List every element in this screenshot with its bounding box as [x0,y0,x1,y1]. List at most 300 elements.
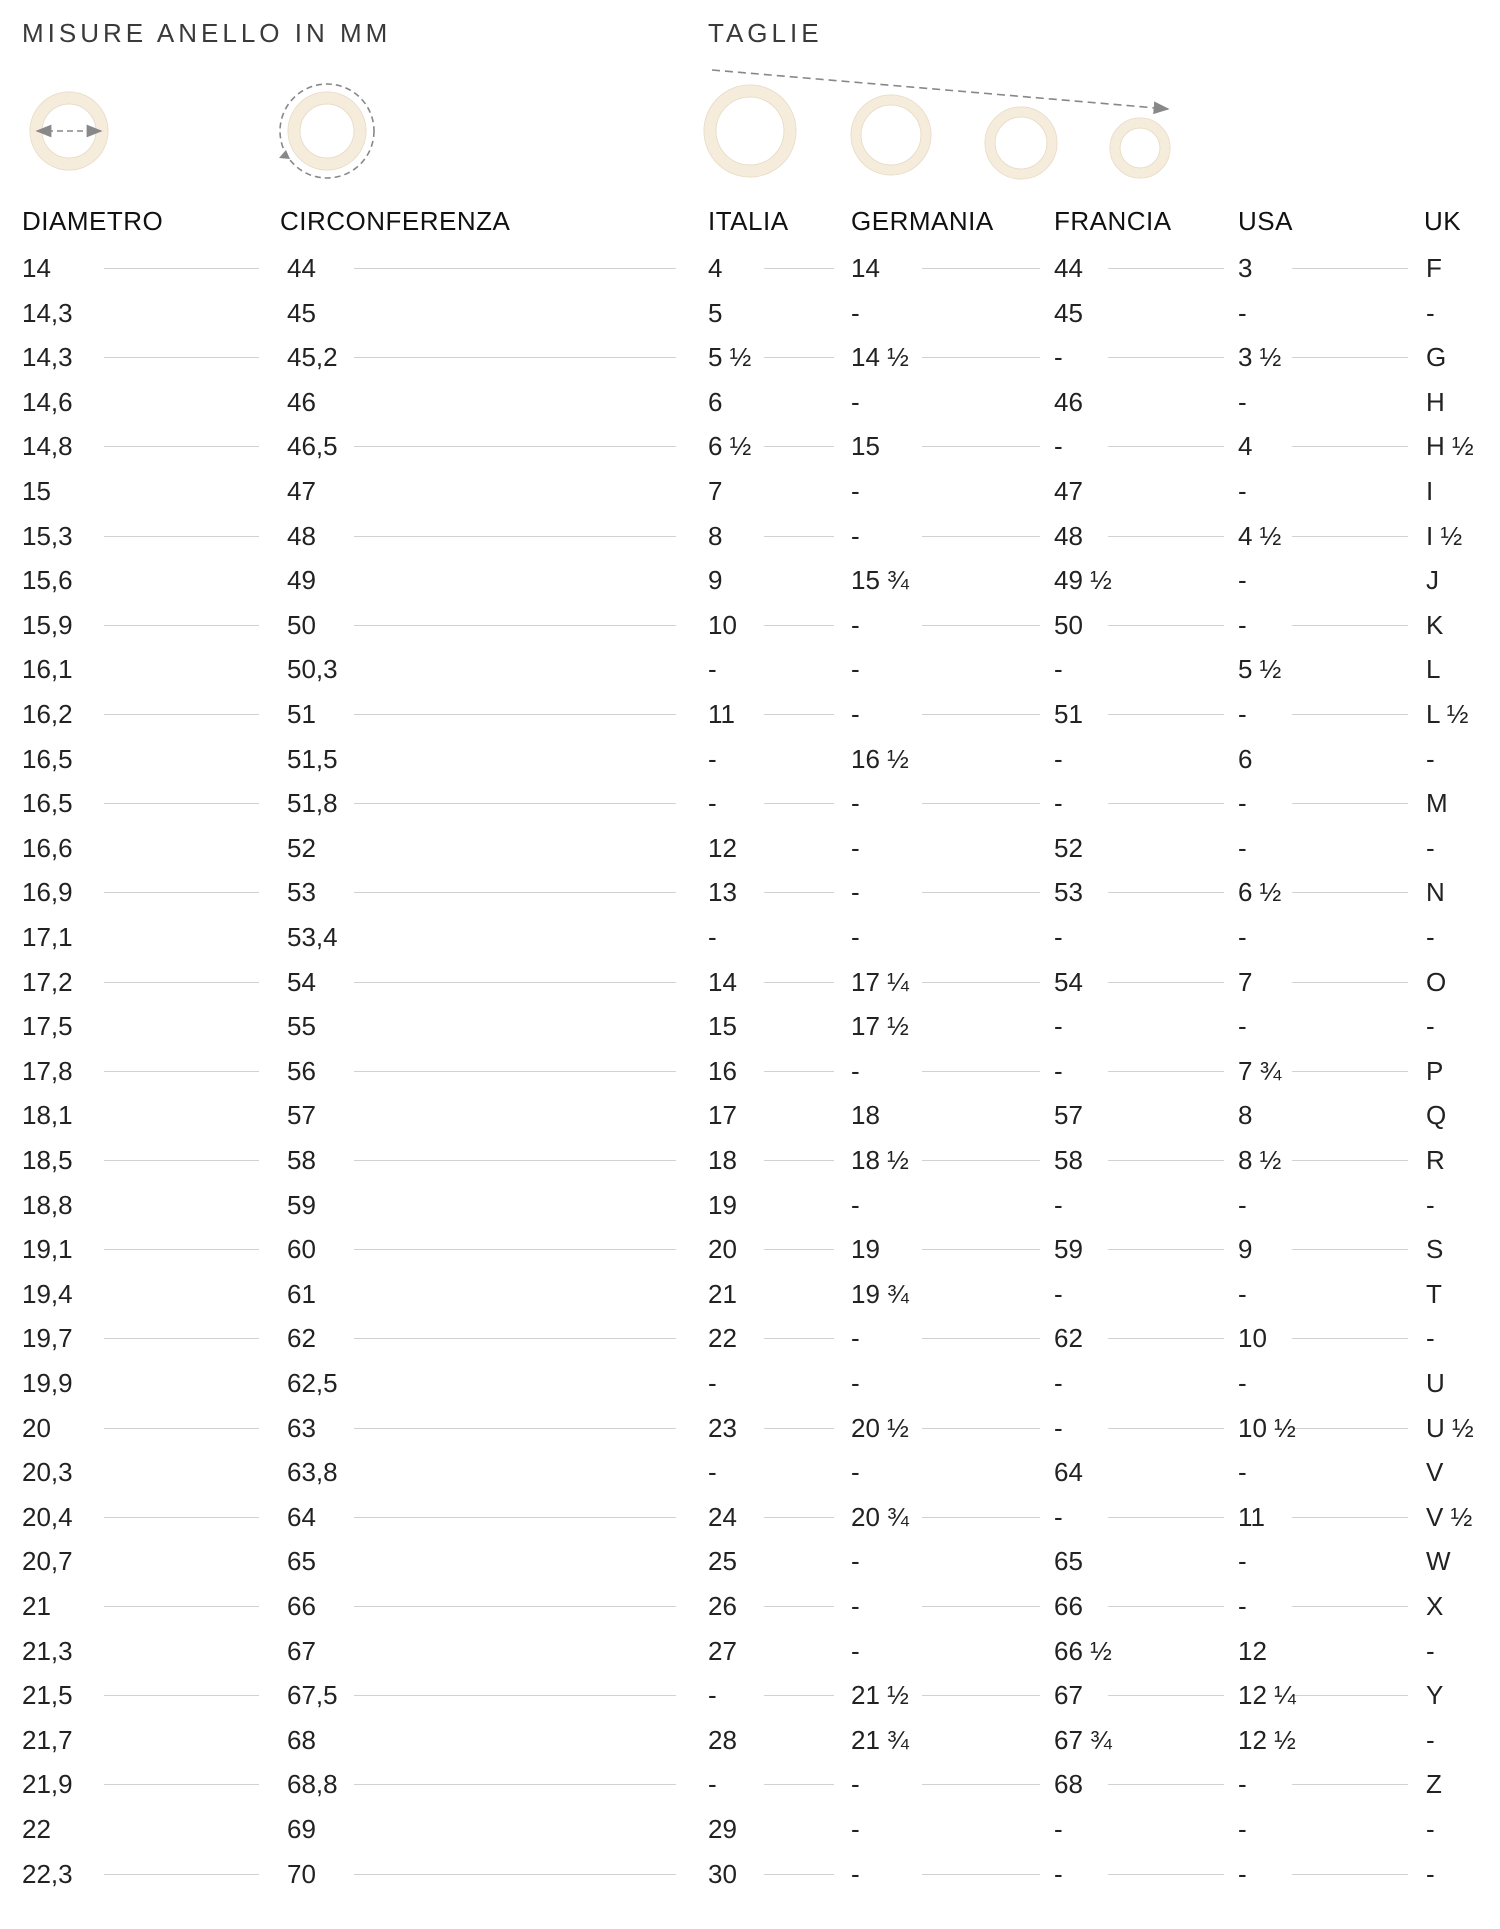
header-germania: GERMANIA [851,206,994,236]
cell-italia: - [708,1457,717,1488]
cell-diametro: 15 [22,476,51,506]
row-guide-line [1292,892,1408,893]
cell-uk: - [1426,297,1435,328]
row-guide-line [1108,892,1224,893]
cell-usa: 12 ¼ [1238,1680,1296,1711]
table-row [0,870,1500,915]
cell-germania: 18 ½ [851,1145,909,1175]
cell-circonferenza: 67,5 [287,1680,338,1711]
table-row [0,960,1500,1005]
cell-germania: - [851,699,860,729]
cell-italia: - [708,1368,717,1398]
cell-diametro: 21,3 [22,1635,73,1666]
cell-usa: 7 ¾ [1238,1055,1282,1086]
row-guide-line [1292,1784,1408,1785]
cell-usa: 8 [1238,1100,1253,1131]
cell-francia: - [1054,1368,1063,1398]
cell-usa: - [1238,1457,1247,1488]
cell-diametro: 17,2 [22,966,73,997]
cell-germania: - [851,1591,860,1621]
cell-italia: 6 ½ [708,431,752,462]
row-guide-line [1108,625,1224,626]
row-guide-line [922,714,1040,715]
cell-francia: - [1054,1814,1063,1844]
cell-circonferenza: 52 [287,832,316,863]
row-guide-line [764,1874,834,1875]
cell-germania: - [851,386,860,417]
row-guide-line [354,1249,676,1250]
row-guide-line [1292,357,1408,358]
cell-uk: M [1426,788,1448,819]
row-guide-line [354,1784,676,1785]
cell-italia: 9 [708,565,723,596]
cell-francia: 67 [1054,1680,1083,1711]
row-guide-line [1292,982,1408,983]
cell-italia: 5 ½ [708,342,752,373]
cell-usa: - [1238,922,1247,952]
row-guide-line [104,357,259,358]
row-guide-line [1108,357,1224,358]
table-row [0,1227,1500,1272]
cell-uk: - [1426,1858,1435,1889]
cell-uk: P [1426,1055,1444,1086]
row-guide-line [1292,1249,1408,1250]
row-guide-line [1108,803,1224,804]
row-guide-line [354,1428,676,1429]
table-row [0,1406,1500,1451]
row-guide-line [1108,1071,1224,1072]
row-guide-line [354,1695,676,1696]
cell-diametro: 16,6 [22,832,73,863]
ring-size-icon-smallest [1110,118,1170,178]
cell-francia: - [1054,743,1063,774]
row-guide-line [922,1160,1040,1161]
table-row [0,1807,1500,1852]
cell-italia: 4 [708,253,723,283]
cell-italia: 5 [708,297,723,328]
cell-circonferenza: 46,5 [287,431,338,462]
header-circonferenza: CIRCONFERENZA [280,206,511,236]
row-guide-line [922,446,1040,447]
cell-francia: 58 [1054,1145,1083,1175]
cell-usa: 12 ½ [1238,1724,1296,1755]
cell-germania: - [851,476,860,506]
row-guide-line [1108,1249,1224,1250]
row-guide-line [104,268,259,269]
cell-germania: 15 [851,431,880,462]
cell-uk: N [1426,877,1445,908]
cell-usa: - [1238,297,1247,328]
cell-diametro: 14,6 [22,386,73,417]
cell-uk: U ½ [1426,1412,1474,1443]
table-row [0,558,1500,603]
cell-diametro: 18,8 [22,1189,73,1220]
cell-germania: - [851,520,860,551]
header-uk: UK [1424,206,1462,236]
cell-uk: - [1426,1323,1435,1354]
cell-uk: H ½ [1426,431,1474,462]
cell-italia: 6 [708,386,723,417]
cell-diametro: 22 [22,1814,51,1844]
cell-circonferenza: 69 [287,1814,316,1844]
cell-circonferenza: 46 [287,386,316,417]
row-guide-line [104,625,259,626]
cell-circonferenza: 60 [287,1234,316,1265]
cell-usa: 11 [1238,1501,1265,1532]
cell-usa: - [1238,1278,1247,1309]
cell-francia: 59 [1054,1234,1083,1265]
cell-francia: 62 [1054,1323,1083,1354]
cell-diametro: 16,2 [22,699,73,729]
cell-circonferenza: 51,8 [287,788,338,819]
cell-uk: - [1426,1011,1435,1042]
row-guide-line [764,892,834,893]
table-row [0,1316,1500,1361]
cell-usa: - [1238,386,1247,417]
table-row [0,424,1500,469]
row-guide-line [922,625,1040,626]
cell-circonferenza: 63 [287,1412,316,1443]
row-guide-line [922,268,1040,269]
table-row [0,380,1500,425]
cell-circonferenza: 66 [287,1591,316,1621]
row-guide-line [922,892,1040,893]
row-guide-line [354,1517,676,1518]
ring-size-icon-small [985,107,1057,179]
cell-diametro: 14,8 [22,431,73,462]
cell-uk: Q [1426,1100,1447,1131]
table-row [0,1584,1500,1629]
cell-circonferenza: 61 [287,1278,316,1309]
row-guide-line [104,1428,259,1429]
row-guide-line [764,1160,834,1161]
cell-diametro: 17,8 [22,1055,73,1086]
cell-usa: 4 [1238,431,1253,462]
cell-circonferenza: 50,3 [287,654,338,685]
cell-usa: - [1238,788,1247,819]
cell-circonferenza: 51,5 [287,743,338,774]
cell-uk: - [1426,1635,1435,1666]
cell-diametro: 17,1 [22,922,73,952]
ring-circumference-icon [279,84,374,178]
row-guide-line [922,1517,1040,1518]
cell-uk: J [1426,565,1439,596]
cell-uk: - [1426,922,1435,952]
table-row [0,1450,1500,1495]
row-guide-line [1292,1874,1408,1875]
table-row [0,335,1500,380]
cell-francia: 54 [1054,966,1083,997]
row-guide-line [1108,1874,1224,1875]
row-guide-line [354,268,676,269]
cell-francia: 66 ½ [1054,1635,1112,1666]
cell-francia: 68 [1054,1769,1083,1800]
row-guide-line [922,1071,1040,1072]
table-row [0,246,1500,291]
cell-francia: - [1054,788,1063,819]
row-guide-line [104,1874,259,1875]
cell-italia: 30 [708,1858,737,1889]
row-guide-line [1108,1695,1224,1696]
row-guide-line [354,803,676,804]
cell-germania: 14 ½ [851,342,909,373]
cell-circonferenza: 62,5 [287,1368,338,1398]
cell-germania: - [851,1769,860,1800]
row-guide-line [1292,714,1408,715]
cell-circonferenza: 70 [287,1858,316,1889]
cell-diametro: 21,7 [22,1724,73,1755]
cell-circonferenza: 62 [287,1323,316,1354]
cell-francia: - [1054,1858,1063,1889]
cell-usa: 6 [1238,743,1253,774]
cell-italia: - [708,788,717,819]
cell-germania: 18 [851,1100,880,1131]
cell-usa: 4 ½ [1238,520,1282,551]
row-guide-line [922,982,1040,983]
cell-germania: 19 ¾ [851,1278,909,1309]
cell-uk: I ½ [1426,520,1463,551]
cell-germania: 19 [851,1234,880,1265]
cell-circonferenza: 44 [287,253,316,283]
row-guide-line [1108,1428,1224,1429]
cell-usa: - [1238,476,1247,506]
row-guide-line [764,1606,834,1607]
row-guide-line [104,1606,259,1607]
cell-germania: - [851,609,860,640]
cell-uk: T [1426,1278,1442,1309]
table-row [0,1539,1500,1584]
row-guide-line [764,357,834,358]
table-row [0,737,1500,782]
cell-germania: - [851,1189,860,1220]
cell-usa: - [1238,1769,1247,1800]
cell-diametro: 16,5 [22,743,73,774]
cell-usa: 10 ½ [1238,1412,1296,1443]
cell-uk: L ½ [1426,699,1469,729]
table-row [0,1138,1500,1183]
ring-diameter-icon [30,92,108,170]
row-guide-line [1292,1071,1408,1072]
row-guide-line [354,1071,676,1072]
section-title-taglie: TAGLIE [708,18,823,48]
cell-italia: 8 [708,520,723,551]
row-guide-line [922,803,1040,804]
row-guide-line [104,1338,259,1339]
cell-germania: - [851,877,860,908]
cell-circonferenza: 48 [287,520,316,551]
cell-italia: 23 [708,1412,737,1443]
row-guide-line [104,536,259,537]
cell-diametro: 20,4 [22,1501,73,1532]
cell-germania: - [851,1055,860,1086]
cell-circonferenza: 57 [287,1100,316,1131]
cell-germania: - [851,1546,860,1577]
table-row [0,1361,1500,1406]
cell-germania: - [851,1457,860,1488]
row-guide-line [354,1160,676,1161]
cell-uk: - [1426,1189,1435,1220]
cell-uk: K [1426,609,1444,640]
row-guide-line [1108,982,1224,983]
row-guide-line [1292,1695,1408,1696]
cell-usa: - [1238,565,1247,596]
row-guide-line [104,446,259,447]
cell-circonferenza: 63,8 [287,1457,338,1488]
row-guide-line [922,1428,1040,1429]
cell-usa: 12 [1238,1635,1267,1666]
cell-francia: - [1054,1189,1063,1220]
table-row [0,291,1500,336]
cell-francia: - [1054,1055,1063,1086]
cell-circonferenza: 54 [287,966,316,997]
row-guide-line [104,1695,259,1696]
row-guide-line [354,714,676,715]
row-guide-line [354,625,676,626]
cell-circonferenza: 65 [287,1546,316,1577]
cell-diametro: 14,3 [22,342,73,373]
cell-francia: 49 ½ [1054,565,1112,596]
cell-usa: 8 ½ [1238,1145,1282,1175]
table-row [0,692,1500,737]
row-guide-line [104,892,259,893]
row-guide-line [922,1695,1040,1696]
cell-diametro: 20 [22,1412,51,1443]
cell-francia: 53 [1054,877,1083,908]
cell-italia: - [708,1769,717,1800]
table-row [0,1272,1500,1317]
cell-usa: - [1238,1858,1247,1889]
row-guide-line [104,1517,259,1518]
row-guide-line [764,1249,834,1250]
cell-uk: - [1426,1724,1435,1755]
cell-diametro: 14,3 [22,297,73,328]
cell-circonferenza: 45 [287,297,316,328]
cell-diametro: 14 [22,253,51,283]
row-guide-line [1292,1428,1408,1429]
cell-diametro: 17,5 [22,1011,73,1042]
cell-italia: 16 [708,1055,737,1086]
row-guide-line [1108,1606,1224,1607]
cell-italia: 18 [708,1145,737,1175]
cell-circonferenza: 56 [287,1055,316,1086]
cell-germania: - [851,1858,860,1889]
row-guide-line [1292,536,1408,537]
cell-italia: 22 [708,1323,737,1354]
row-guide-line [922,1784,1040,1785]
cell-usa: 5 ½ [1238,654,1282,685]
cell-uk: R [1426,1145,1445,1175]
table-row [0,1183,1500,1228]
cell-usa: - [1238,699,1247,729]
cell-germania: - [851,922,860,952]
cell-diametro: 21,9 [22,1769,73,1800]
cell-diametro: 21,5 [22,1680,73,1711]
table-row [0,647,1500,692]
row-guide-line [764,714,834,715]
table-row [0,1762,1500,1807]
cell-francia: 50 [1054,609,1083,640]
cell-usa: - [1238,609,1247,640]
row-guide-line [104,1249,259,1250]
table-row [0,1852,1500,1897]
cell-diametro: 20,7 [22,1546,73,1577]
row-guide-line [764,1428,834,1429]
cell-diametro: 19,9 [22,1368,73,1398]
cell-uk: G [1426,342,1447,373]
row-guide-line [354,536,676,537]
row-guide-line [104,803,259,804]
cell-uk: I [1426,476,1434,506]
row-guide-line [354,357,676,358]
row-guide-line [922,357,1040,358]
cell-francia: 57 [1054,1100,1083,1131]
row-guide-line [104,714,259,715]
cell-germania: 15 ¾ [851,565,909,596]
table-row [0,1629,1500,1674]
table-row [0,1495,1500,1540]
cell-germania: - [851,832,860,863]
row-guide-line [1108,1784,1224,1785]
row-guide-line [1108,1338,1224,1339]
cell-germania: - [851,1368,860,1398]
cell-francia: 45 [1054,297,1083,328]
table-row [0,781,1500,826]
row-guide-line [764,803,834,804]
cell-uk: Z [1426,1769,1442,1800]
cell-germania: 20 ½ [851,1412,909,1443]
table-row [0,514,1500,559]
cell-circonferenza: 68,8 [287,1769,338,1800]
cell-italia: 27 [708,1635,737,1666]
cell-uk: F [1426,253,1442,283]
cell-uk: U [1426,1368,1445,1398]
row-guide-line [764,536,834,537]
row-guide-line [1292,803,1408,804]
cell-uk: V [1426,1457,1444,1488]
cell-circonferenza: 59 [287,1189,316,1220]
row-guide-line [1108,1160,1224,1161]
cell-usa: 6 ½ [1238,877,1282,908]
cell-francia: 65 [1054,1546,1083,1577]
cell-uk: L [1426,654,1441,685]
cell-italia: 29 [708,1814,737,1844]
section-title-misure: MISURE ANELLO IN MM [22,18,392,48]
cell-italia: 24 [708,1501,737,1532]
row-guide-line [354,1606,676,1607]
cell-francia: - [1054,922,1063,952]
row-guide-line [354,1874,676,1875]
ring-size-icon-medium [851,95,931,175]
cell-francia: 48 [1054,520,1083,551]
table-row [0,1004,1500,1049]
cell-italia: - [708,743,717,774]
row-guide-line [104,1784,259,1785]
cell-germania: 20 ¾ [851,1501,909,1532]
cell-circonferenza: 67 [287,1635,316,1666]
cell-diametro: 20,3 [22,1457,73,1488]
cell-germania: 16 ½ [851,743,909,774]
row-guide-line [1108,714,1224,715]
cell-usa: - [1238,832,1247,863]
row-guide-line [1292,446,1408,447]
cell-circonferenza: 68 [287,1724,316,1755]
cell-circonferenza: 53 [287,877,316,908]
cell-uk: S [1426,1234,1444,1265]
cell-usa: 3 [1238,253,1253,283]
cell-francia: - [1054,1412,1063,1443]
cell-usa: - [1238,1546,1247,1577]
cell-germania: 17 ¼ [851,966,909,997]
